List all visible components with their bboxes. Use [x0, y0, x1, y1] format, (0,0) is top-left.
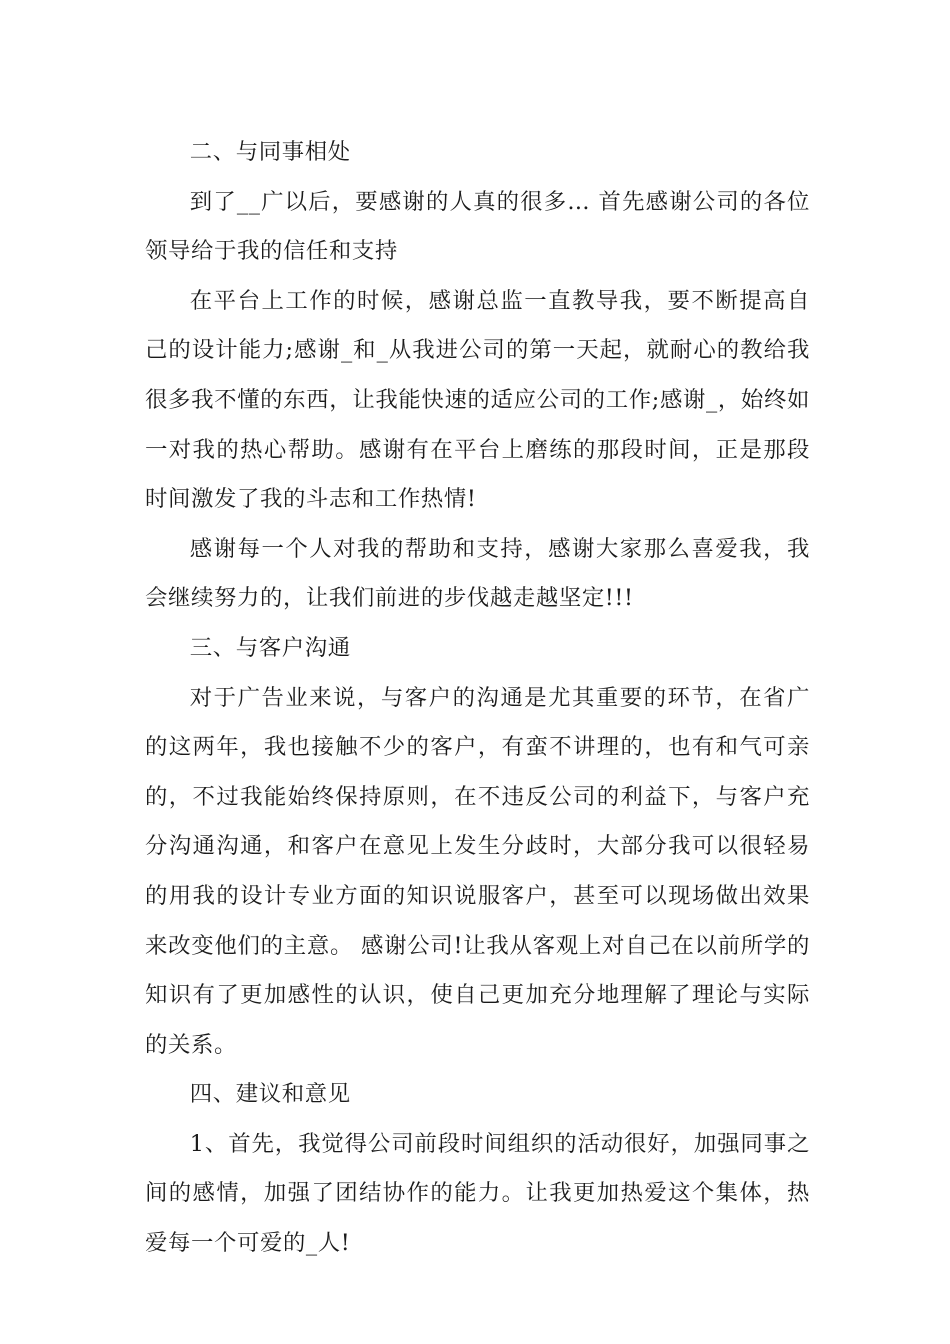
document-body	[145, 128, 810, 1269]
paragraph-suggestion-1: 1、首先，我觉得公司前段时间组织的活动很好，加强同事之间的感情，加强了团结协作的能力。让我更加热爱这个集体，热爱每一个可爱的_人!	[145, 1130, 810, 1257]
paragraph-thanks-leaders: 到了__广以后，要感谢的人真的很多… 首先感谢公司的各位领导给于我的信任和支持	[145, 188, 810, 265]
section-heading-suggestions: 四、建议和意见	[189, 1081, 351, 1108]
section-heading-colleagues: 二、与同事相处	[189, 139, 351, 165]
section-heading-clients: 三、与客户沟通	[189, 634, 351, 661]
paragraph-thanks-everyone: 感谢每一个人对我的帮助和支持，感谢大家那么喜爱我，我会继续努力的，让我们前进的步伐越走越坚定!!!	[145, 535, 810, 612]
paragraph-thanks-platform: 在平台上工作的时候，感谢总监一直教导我，要不断提高自己的设计能力;感谢_和_从我进公司的第一天起，就耐心的教给我很多我不懂的东西，让我能快速的适应公司的工作;感谢_，始终如一对我的热心帮助。感谢有在平台上磨练的那段时间，正是那段时间激发了我的斗志和工作热情!	[145, 287, 810, 513]
paragraph-client-communication: 对于广告业来说，与客户的沟通是尤其重要的环节，在省广的这两年，我也接触不少的客户，有蛮不讲理的，也有和气可亲的，不过我能始终保持原则，在不违反公司的利益下，与客户充分沟通沟通，和客户在意见上发生分歧时，大部分我可以很轻易的用我的设计专业方面的知识说服客户，甚至可以现场做出效果来改变他们的主意。 感谢公司!让我从客观上对自己在以前所学的知识有了更加感性的认识，使自己更加充分地理解了理论与实际的关系。	[145, 684, 810, 1058]
